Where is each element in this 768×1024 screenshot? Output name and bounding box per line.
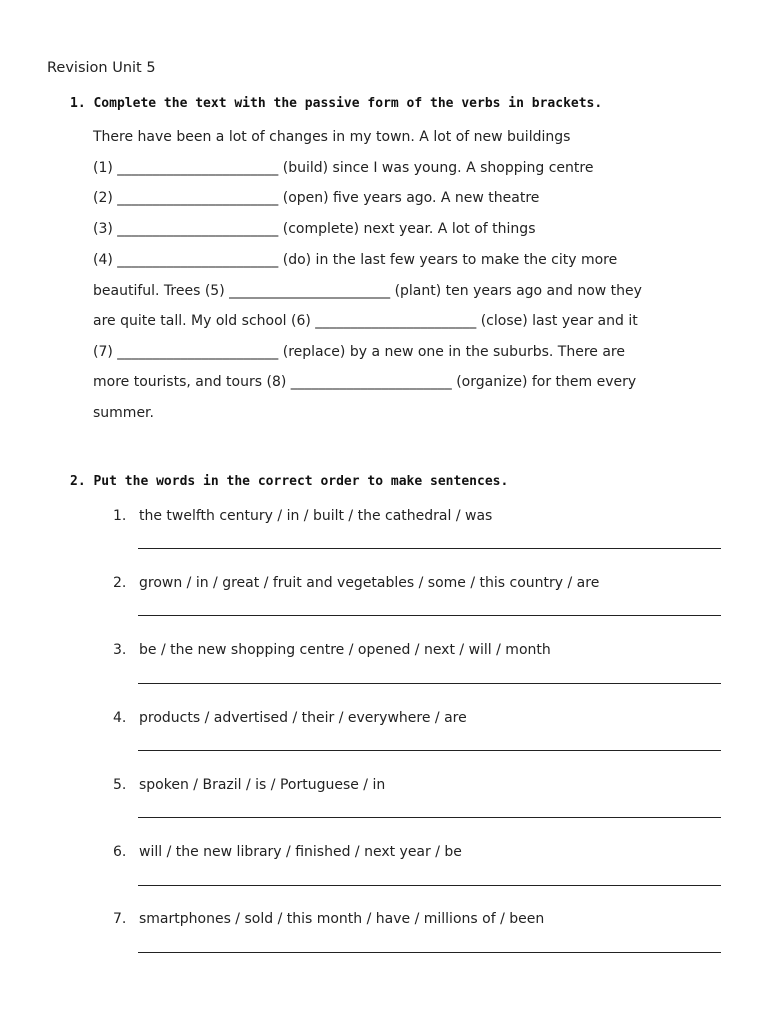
answer-line[interactable] (138, 817, 721, 818)
item-prompt: spoken / Brazil / is / Portuguese / in (139, 777, 386, 793)
item-prompt: smartphones / sold / this month / have / millions of / been (139, 911, 545, 927)
answer-line[interactable] (138, 548, 721, 549)
list-item (113, 575, 599, 591)
text-line: (1) _______________________ (build) since I was young. A shopping centre (93, 160, 594, 176)
text-line: (3) _______________________ (complete) next year. A lot of things (93, 221, 536, 237)
list-item (113, 844, 462, 860)
text-line: (7) _______________________ (replace) by a new one in the suburbs. There are (93, 344, 625, 360)
item-prompt: be / the new shopping centre / opened / next / will / month (139, 642, 551, 658)
list-item (113, 777, 385, 793)
text-line: are quite tall. My old school (6) _______________________ (close) last year and it (93, 313, 638, 329)
answer-line[interactable] (138, 750, 721, 751)
answer-line[interactable] (138, 683, 721, 684)
worksheet-title: Revision Unit 5 (47, 60, 156, 76)
text-line: (2) _______________________ (open) five years ago. A new theatre (93, 190, 540, 206)
item-prompt: the twelfth century / in / built / the cathedral / was (139, 508, 493, 524)
item-number: 7. (113, 911, 127, 927)
item-number: 5. (113, 777, 127, 793)
list-item (113, 911, 544, 927)
answer-line[interactable] (138, 952, 721, 953)
question-1-heading: 1. Complete the text with the passive form of the verbs in brackets. (70, 96, 603, 111)
item-number: 1. (113, 508, 127, 524)
item-number: 3. (113, 642, 127, 658)
text-line: There have been a lot of changes in my town. A lot of new buildings (93, 129, 571, 145)
text-line: more tourists, and tours (8) _______________________ (organize) for them every (93, 374, 637, 390)
list-item (113, 508, 492, 524)
item-prompt: grown / in / great / fruit and vegetables / some / this country / are (139, 575, 600, 591)
item-number: 6. (113, 844, 127, 860)
text-line: beautiful. Trees (5) _______________________ (plant) ten years ago and now they (93, 283, 642, 299)
item-prompt: products / advertised / their / everywhere / are (139, 710, 467, 726)
list-item (113, 642, 551, 658)
list-item (113, 710, 467, 726)
item-number: 4. (113, 710, 127, 726)
text-line: summer. (93, 405, 154, 421)
answer-line[interactable] (138, 885, 721, 886)
question-2-heading: 2. Put the words in the correct order to make sentences. (70, 474, 509, 489)
answer-line[interactable] (138, 615, 721, 616)
item-number: 2. (113, 575, 127, 591)
text-line: (4) _______________________ (do) in the last few years to make the city more (93, 252, 618, 268)
item-prompt: will / the new library / finished / next year / be (139, 844, 462, 860)
